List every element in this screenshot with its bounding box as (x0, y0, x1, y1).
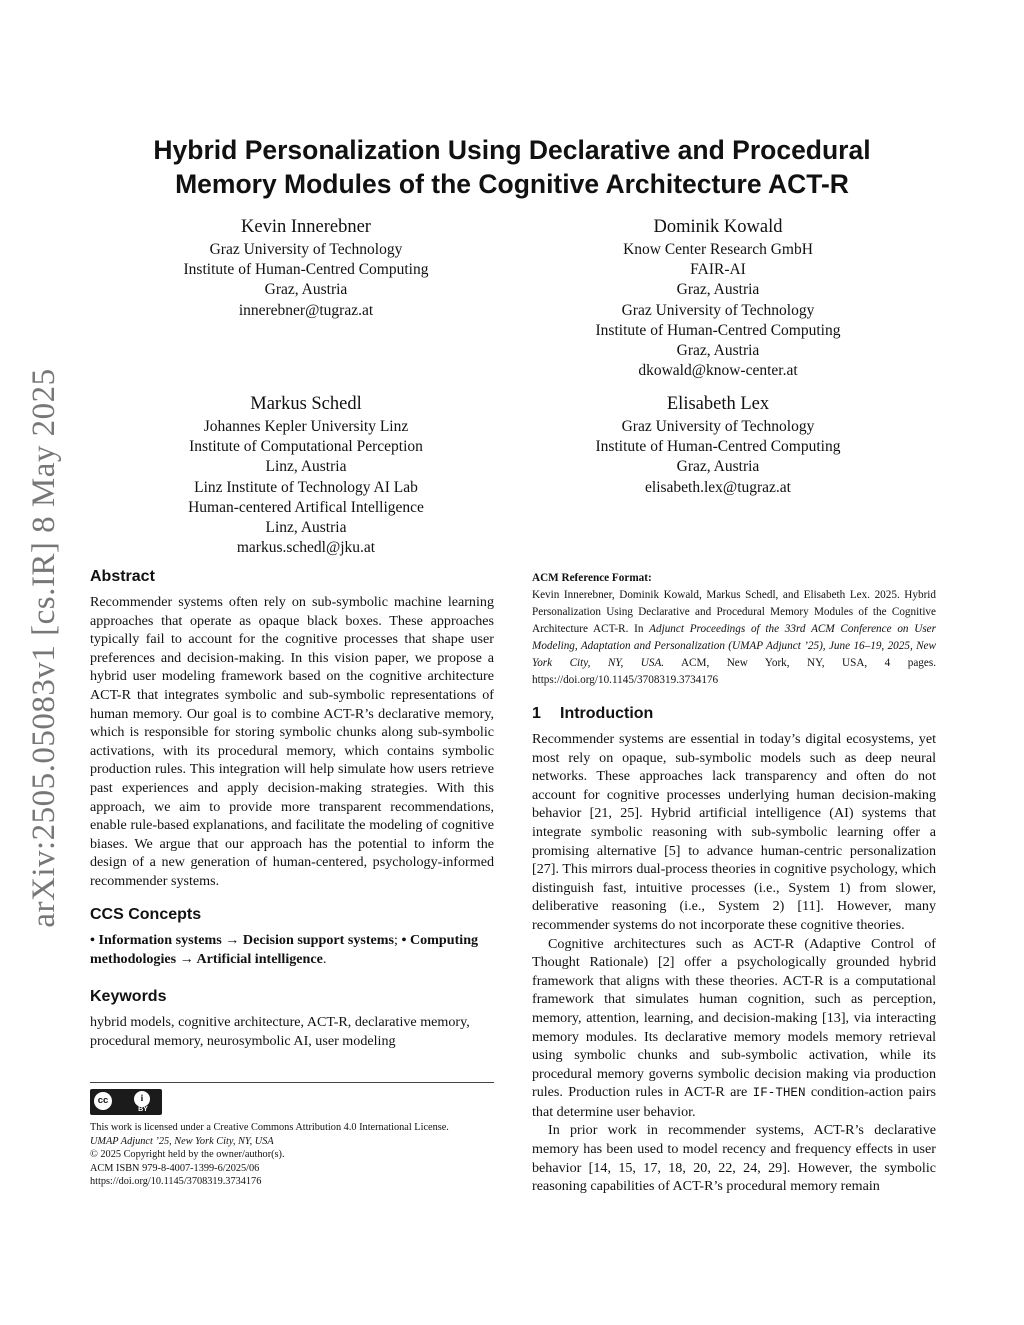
acm-reference-text (532, 587, 936, 689)
author-email: markus.schedl@jku.at (236, 539, 376, 557)
person-icon: i (134, 1091, 150, 1107)
author-email: dkowald@know-center.at (638, 362, 798, 380)
intro-paragraph-2-text: Cognitive architectures such as ACT-R (Adaptive Control of Thought Rationale) [2] offer a psychologically grounded hybrid framework that aligns with these theories. ACT-R is a computational framework that simulates human cognition, such as perception, memory, attention, learning, and decision-making [13], via interacting memory modules. Its declarative memory models memory retrieval using symbolic chunks and sub-symbolic activation, while its procedural memory governs symbolic decision making via production rules. Production rules in ACT-R are (532, 935, 936, 1101)
arxiv-side-stamp: arXiv:2505.05083v1 [cs.IR] 8 May 2025 (26, 368, 62, 928)
acm-reference-section (532, 570, 936, 689)
ccs-section (90, 905, 494, 968)
paper-title-line-2: Memory Modules of the Cognitive Architecture ACT-R (175, 169, 849, 199)
section-title: Introduction (560, 705, 654, 722)
abstract-text: Recommender systems often rely on sub-symbolic machine learning approaches that operate as opaque black boxes. These approaches typically fail to account for the cognitive processes that shape user preferences and decision-making. In this vision paper, we propose a hybrid user modeling framework based on the cognitive architecture ACT-R that integrates symbolic and sub-symbolic representations of human memory. Our goal is to combine ACT-R’s declarative memory, which is responsible for storing symbolic chunks along sub-symbolic activations, with its procedural memory, which contains symbolic production rules. This integration will help simulate how users retrieve past experiences and apply decision-making strategies. With this approach, we aim to provide more transparent recommendations, enable rule-based explanations, and facilitate the modeling of cognitive biases. We argue that our approach has the potential to inform the design of a new generation of human-centered, psychology-informed recommender systems. (90, 594, 494, 889)
author-affiliation: Graz University of Technology (621, 301, 815, 319)
author-affiliation: Institute of Human-Centred Computing (595, 321, 841, 339)
acm-reference-tail: ACM, New York, NY, USA, 4 pages. https://doi.org/10.1145/3708319.3734176 (532, 657, 936, 686)
author-location: Graz, Austria (264, 281, 348, 299)
abstract-heading: Abstract (90, 568, 155, 585)
by-label: BY (138, 1106, 148, 1113)
author-affiliation: Institute of Computational Perception (189, 438, 423, 456)
doi-link[interactable]: https://doi.org/10.1145/3708319.3734176 (90, 1176, 262, 1188)
intro-paragraph-3: In prior work in recommender systems, ACT-R’s declarative memory has been used to model recency and frequency effects in user behavior [14, 15, 17, 18, 20, 22, 24, 29]. However, the symbolic reasoning capabilities of ACT-R’s procedural memory remain (532, 1122, 936, 1195)
author-name: Elisabeth Lex (666, 394, 770, 414)
author-block (548, 393, 888, 498)
author-affiliation: Graz University of Technology (621, 418, 815, 435)
author-affiliation: Institute of Human-Centred Computing (595, 438, 841, 456)
copyright-text: © 2025 Copyright held by the owner/author(s). (90, 1149, 285, 1161)
author-location: Graz, Austria (676, 342, 760, 360)
acm-reference-authors: Kevin Innerebner, Dominik Kowald, Markus Schedl, and Elisabeth Lex. 2025. Hybrid Personalization Using Declarative and Procedural Memory Modules of the Cognitive Architecture ACT-R. In (532, 589, 936, 635)
introduction-section (532, 704, 936, 1196)
intro-paragraph-2-tail: condition-action pairs that determine user behavior. (532, 1084, 937, 1120)
cc-icon: cc (94, 1092, 112, 1110)
paper-title-line-1: Hybrid Personalization Using Declarative and Procedural (153, 135, 871, 165)
ccs-separator: ; (394, 932, 402, 948)
author-affiliation: Human-centered Artifical Intelligence (188, 498, 424, 516)
author-name: Markus Schedl (250, 394, 362, 414)
abstract-section (90, 567, 494, 891)
author-location: Graz, Austria (676, 281, 760, 299)
author-affiliation: FAIR-AI (690, 261, 746, 279)
author-affiliation: Johannes Kepler University Linz (203, 418, 409, 435)
paper-title (100, 133, 924, 201)
license-text: This work is licensed under a Creative Commons Attribution 4.0 International License. (90, 1122, 449, 1133)
venue-text: UMAP Adjunct ’25, New York City, NY, USA (90, 1135, 274, 1147)
keywords-section (90, 987, 494, 1050)
cc-by-license-icon[interactable] (90, 1089, 162, 1115)
if-then-code: IF-THEN (752, 1086, 806, 1101)
acm-reference-venue: Adjunct Proceedings of the 33rd ACM Conference on User Modeling, Adaptation and Personalization (UMAP Adjunct ’25), June 16–19, 2025, New York City, NY, USA. (532, 623, 936, 669)
keywords-heading: Keywords (90, 988, 167, 1005)
license-footer (90, 1082, 494, 1189)
author-affiliation: Linz Institute of Technology AI Lab (194, 478, 418, 496)
ccs-heading: CCS Concepts (90, 906, 202, 923)
author-affiliation: Know Center Research GmbH (623, 241, 813, 258)
author-affiliation: Institute of Human-Centred Computing (183, 261, 429, 279)
author-block (548, 216, 888, 381)
introduction-heading (532, 704, 936, 724)
author-location: Graz, Austria (676, 458, 760, 476)
author-email: elisabeth.lex@tugraz.at (645, 478, 791, 496)
acm-reference-heading: ACM Reference Format: (532, 572, 652, 584)
intro-paragraph-2 (532, 935, 936, 1122)
author-name: Kevin Innerebner (241, 217, 371, 237)
intro-paragraph-1: Recommender systems are essential in today’s digital ecosystems, yet most rely on opaque, sub-symbolic models such as deep neural networks. These approaches lack transparency and often do not account for cognitive processes underlying human decision-making behavior [21, 25]. Hybrid artificial intelligence (AI) systems that integrate symbolic reasoning with sub-symbolic learning offer a promising alternative [5] to advance human-centric personalization [27]. This mirrors dual-process theories in cognitive psychology, which distinguish fast, intuitive processes (i.e., System 1) from slower, deliberative reasoning (i.e., System 2) [11]. However, many recommender systems do not incorporate these cognitive theories. (532, 731, 936, 933)
ccs-item: • Computing methodologies → Artificial intelligence (90, 932, 479, 967)
author-block (136, 216, 476, 321)
author-block (136, 393, 476, 558)
author-affiliation: Graz University of Technology (209, 241, 403, 258)
keywords-text: hybrid models, cognitive architecture, ACT-R, declarative memory, procedural memory, neurosymbolic AI, user modeling (90, 1014, 470, 1049)
section-number: 1 (532, 705, 541, 722)
isbn-text: ACM ISBN 979-8-4007-1399-6/2025/06 (90, 1162, 260, 1174)
ccs-text (90, 931, 494, 968)
author-location: Linz, Austria (265, 458, 347, 476)
author-email: innerebner@tugraz.at (238, 301, 374, 319)
ccs-end: . (322, 950, 327, 967)
author-location: Linz, Austria (265, 519, 347, 537)
author-name: Dominik Kowald (653, 217, 783, 237)
ccs-item: • Information systems → Decision support systems (90, 932, 395, 948)
